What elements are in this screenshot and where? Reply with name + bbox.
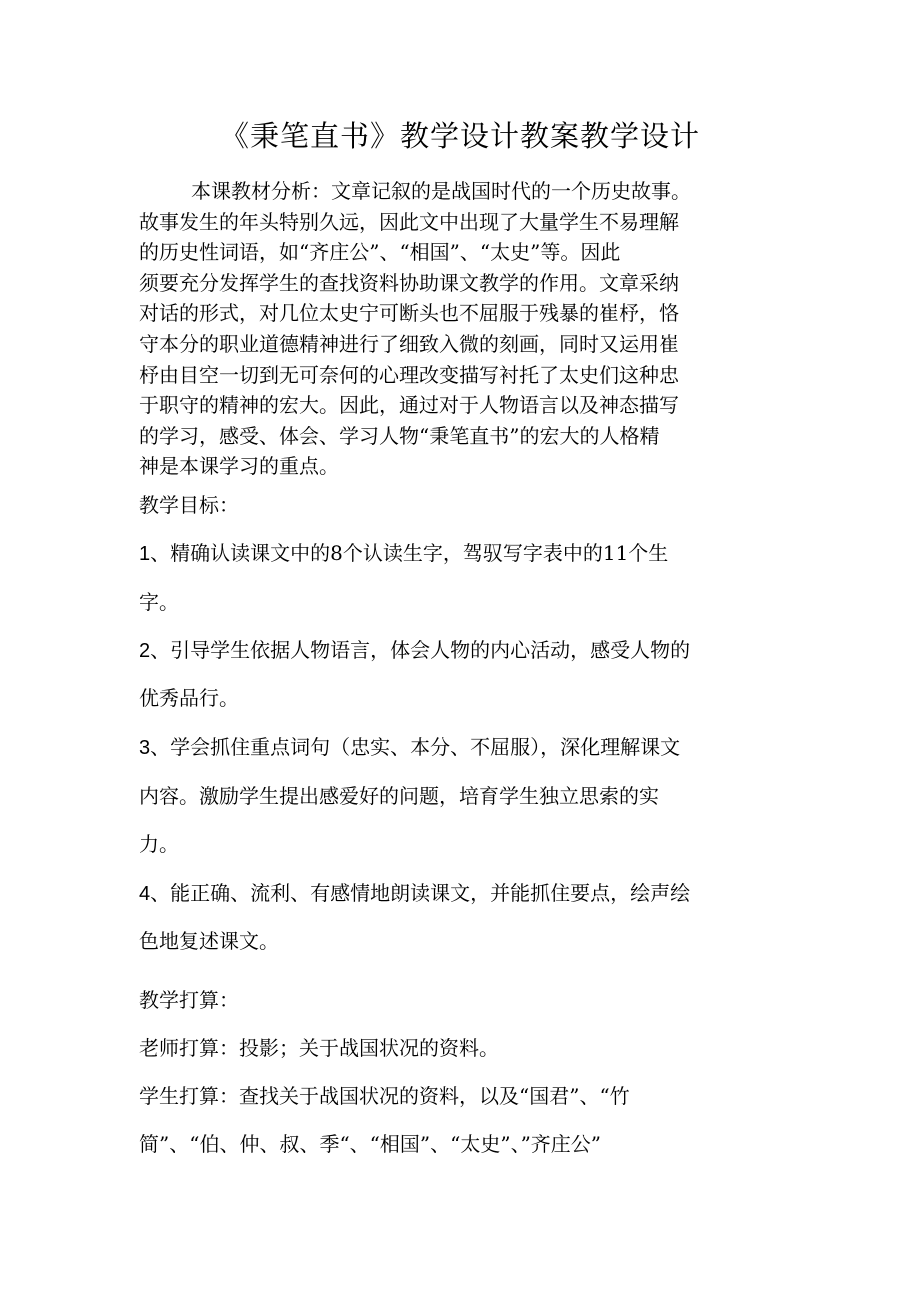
objective-number: 4 [139, 883, 151, 905]
objective-number: 2 [139, 640, 151, 662]
objective-item-4-continued: 色地复述课文。 [139, 929, 279, 953]
teacher-preparation: 老师打算：投影；关于战国状况的资料。 [139, 1036, 499, 1060]
student-preparation: 学生打算：查找关于战国状况的资料，以及“国君”、“竹 [139, 1084, 630, 1108]
objective-item-4 [139, 878, 799, 908]
document-title: 《秉笔直书》教学设计教案教学设计 [219, 119, 700, 153]
objective-item-2-continued: 优秀品行。 [139, 686, 239, 710]
objective-text: 、能正确、流利、有感情地朗读课文，并能抓住要点，绘声绘 [150, 881, 691, 905]
intro-line: 神是本课学习的重点。 [139, 454, 339, 479]
intro-line: 对话的形式，对几位太史宁可断头也不屈服于残暴的崔杼，恪 [139, 301, 679, 326]
intro-line: 本课教材分析：文章记叙的是战国时代的一个历史故事。 [191, 179, 691, 203]
intro-line: 于职守的精神的宏大。因此，通过对于人物语言以及神态描写 [139, 393, 679, 418]
objectives-heading: 教学目标： [139, 493, 239, 517]
intro-line: 杼由目空一切到无可奈何的心理改变描写衬托了太史们这种忠 [139, 362, 679, 387]
objective-text: 、学会抓住重点词句（忠实、本分、不屈服），深化理解课文 [150, 735, 681, 759]
objective-item-1-continued: 字。 [139, 590, 179, 614]
objective-item-3-continued: 内容。激励学生提出感爱好的问题，培育学生独立思索的实 [139, 784, 659, 808]
intro-line: 的历史性词语，如“齐庄公”、“相国”、“太史”等。因此 [139, 240, 621, 265]
intro-paragraph [139, 176, 789, 482]
student-preparation-continued: 简”、“伯、仲、叔、季“、“相国”、“太史”、”齐庄公” [139, 1132, 602, 1156]
objective-number: 1 [139, 543, 151, 565]
intro-line: 须要充分发挥学生的查找资料协助课文教学的作用。文章采纳 [139, 270, 679, 295]
preparation-heading: 教学打算： [139, 988, 239, 1012]
objective-item-1 [139, 538, 799, 568]
objective-number: 3 [139, 737, 151, 759]
objective-text: 、引导学生依据人物语言，体会人物的内心活动，感受人物的 [150, 638, 691, 662]
objective-text: 、精确认读课文中的8个认读生字，驾驭写字表中的11个生 [150, 541, 669, 565]
objective-item-2 [139, 635, 799, 665]
objective-item-3-continued: 力。 [139, 832, 179, 856]
objective-item-3 [139, 732, 799, 762]
intro-line: 故事发生的年头特别久远，因此文中出现了大量学生不易理解 [139, 209, 679, 234]
intro-line: 守本分的职业道德精神进行了细致入微的刻画，同时又运用崔 [139, 331, 679, 356]
intro-line: 的学习，感受、体会、学习人物“秉笔直书”的宏大的人格精 [139, 423, 660, 448]
